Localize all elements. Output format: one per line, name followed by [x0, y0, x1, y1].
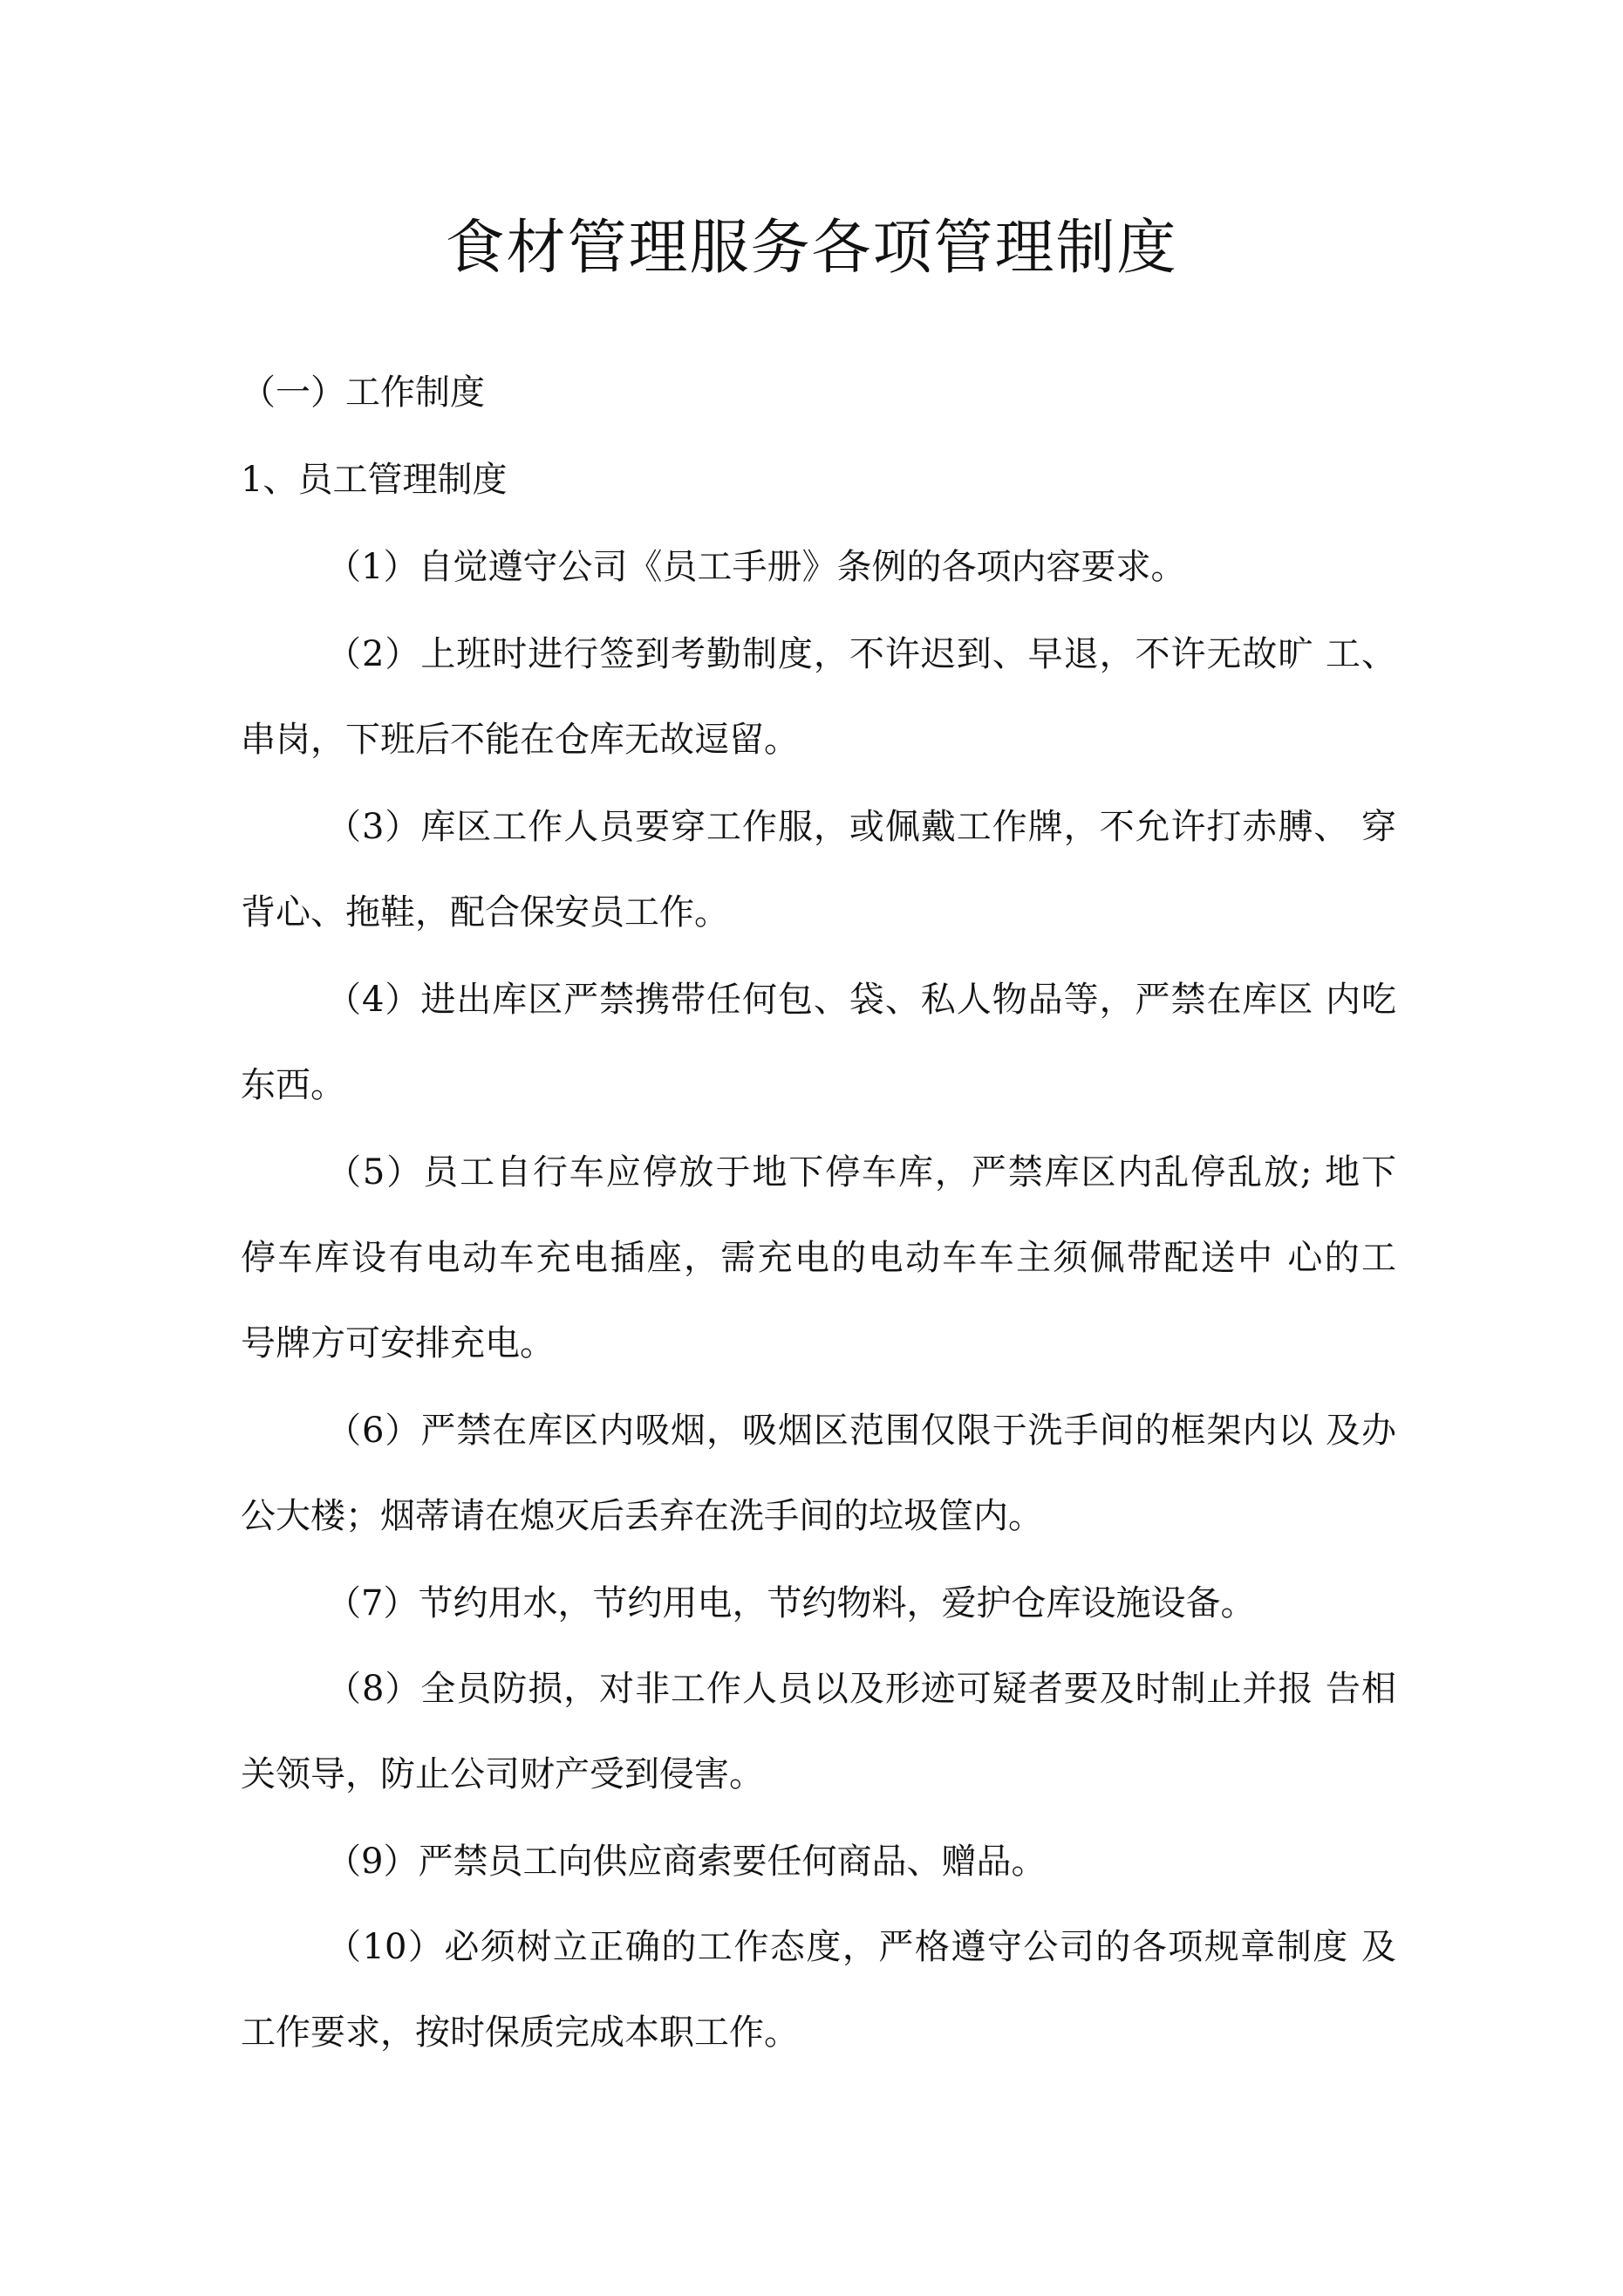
item-7-line-1: （7）节约用水，节约用电，节约物料，爱护仓库设施设备。 — [326, 1583, 1256, 1623]
item-8-line-1: （8）全员防损，对非工作人员以及形迹可疑者要及时制止并报 告相 — [326, 1669, 1396, 1709]
item-6-line-1: （6）严禁在库区内吸烟，吸烟区范围仅限于洗手间的框架内以 及办 — [326, 1411, 1396, 1451]
section-heading: （一）工作制度 — [241, 372, 485, 413]
item-4-line-1: （4）进出库区严禁携带任何包、袋、私人物品等，严禁在库区 内吃 — [326, 980, 1396, 1020]
item-3-line-2: 背心、拖鞋，配合保安员工作。 — [241, 892, 729, 933]
item-5-line-2: 停车库设有电动车充电插座，需充电的电动车车主须佩带配送中 心的工 — [241, 1238, 1396, 1278]
page-title: 食材管理服务各项管理制度 — [445, 214, 1178, 283]
item-2-line-2: 串岗，下班后不能在仓库无故逗留。 — [241, 720, 799, 760]
item-9-line-1: （9）严禁员工向供应商索要任何商品、赠品。 — [326, 1842, 1047, 1882]
item-5-line-1: （5）员工自行车应停放于地下停车库，严禁库区内乱停乱放; 地下 — [326, 1152, 1396, 1192]
item-1-line-1: （1）自觉遵守公司《员工手册》条例的各项内容要求。 — [326, 547, 1186, 587]
item-5-line-3: 号牌方可安排充电。 — [241, 1323, 555, 1363]
item-3-line-1: （3）库区工作人员要穿工作服，或佩戴工作牌，不允许打赤膊、 穿 — [326, 807, 1396, 847]
item-4-line-2: 东西。 — [241, 1065, 345, 1105]
item-2-line-1: （2）上班时进行签到考勤制度，不许迟到、早退，不许无故旷 工、 — [326, 634, 1396, 674]
subsection-heading: 1、员工管理制度 — [241, 460, 508, 500]
item-6-line-2: 公大楼；烟蒂请在熄灭后丢弃在洗手间的垃圾筐内。 — [241, 1496, 1043, 1536]
item-10-line-2: 工作要求，按时保质完成本职工作。 — [241, 2012, 799, 2053]
item-8-line-2: 关领导，防止公司财产受到侵害。 — [241, 1754, 764, 1794]
item-10-line-1: （10）必须树立正确的工作态度，严格遵守公司的各项规章制度 及 — [326, 1927, 1396, 1967]
